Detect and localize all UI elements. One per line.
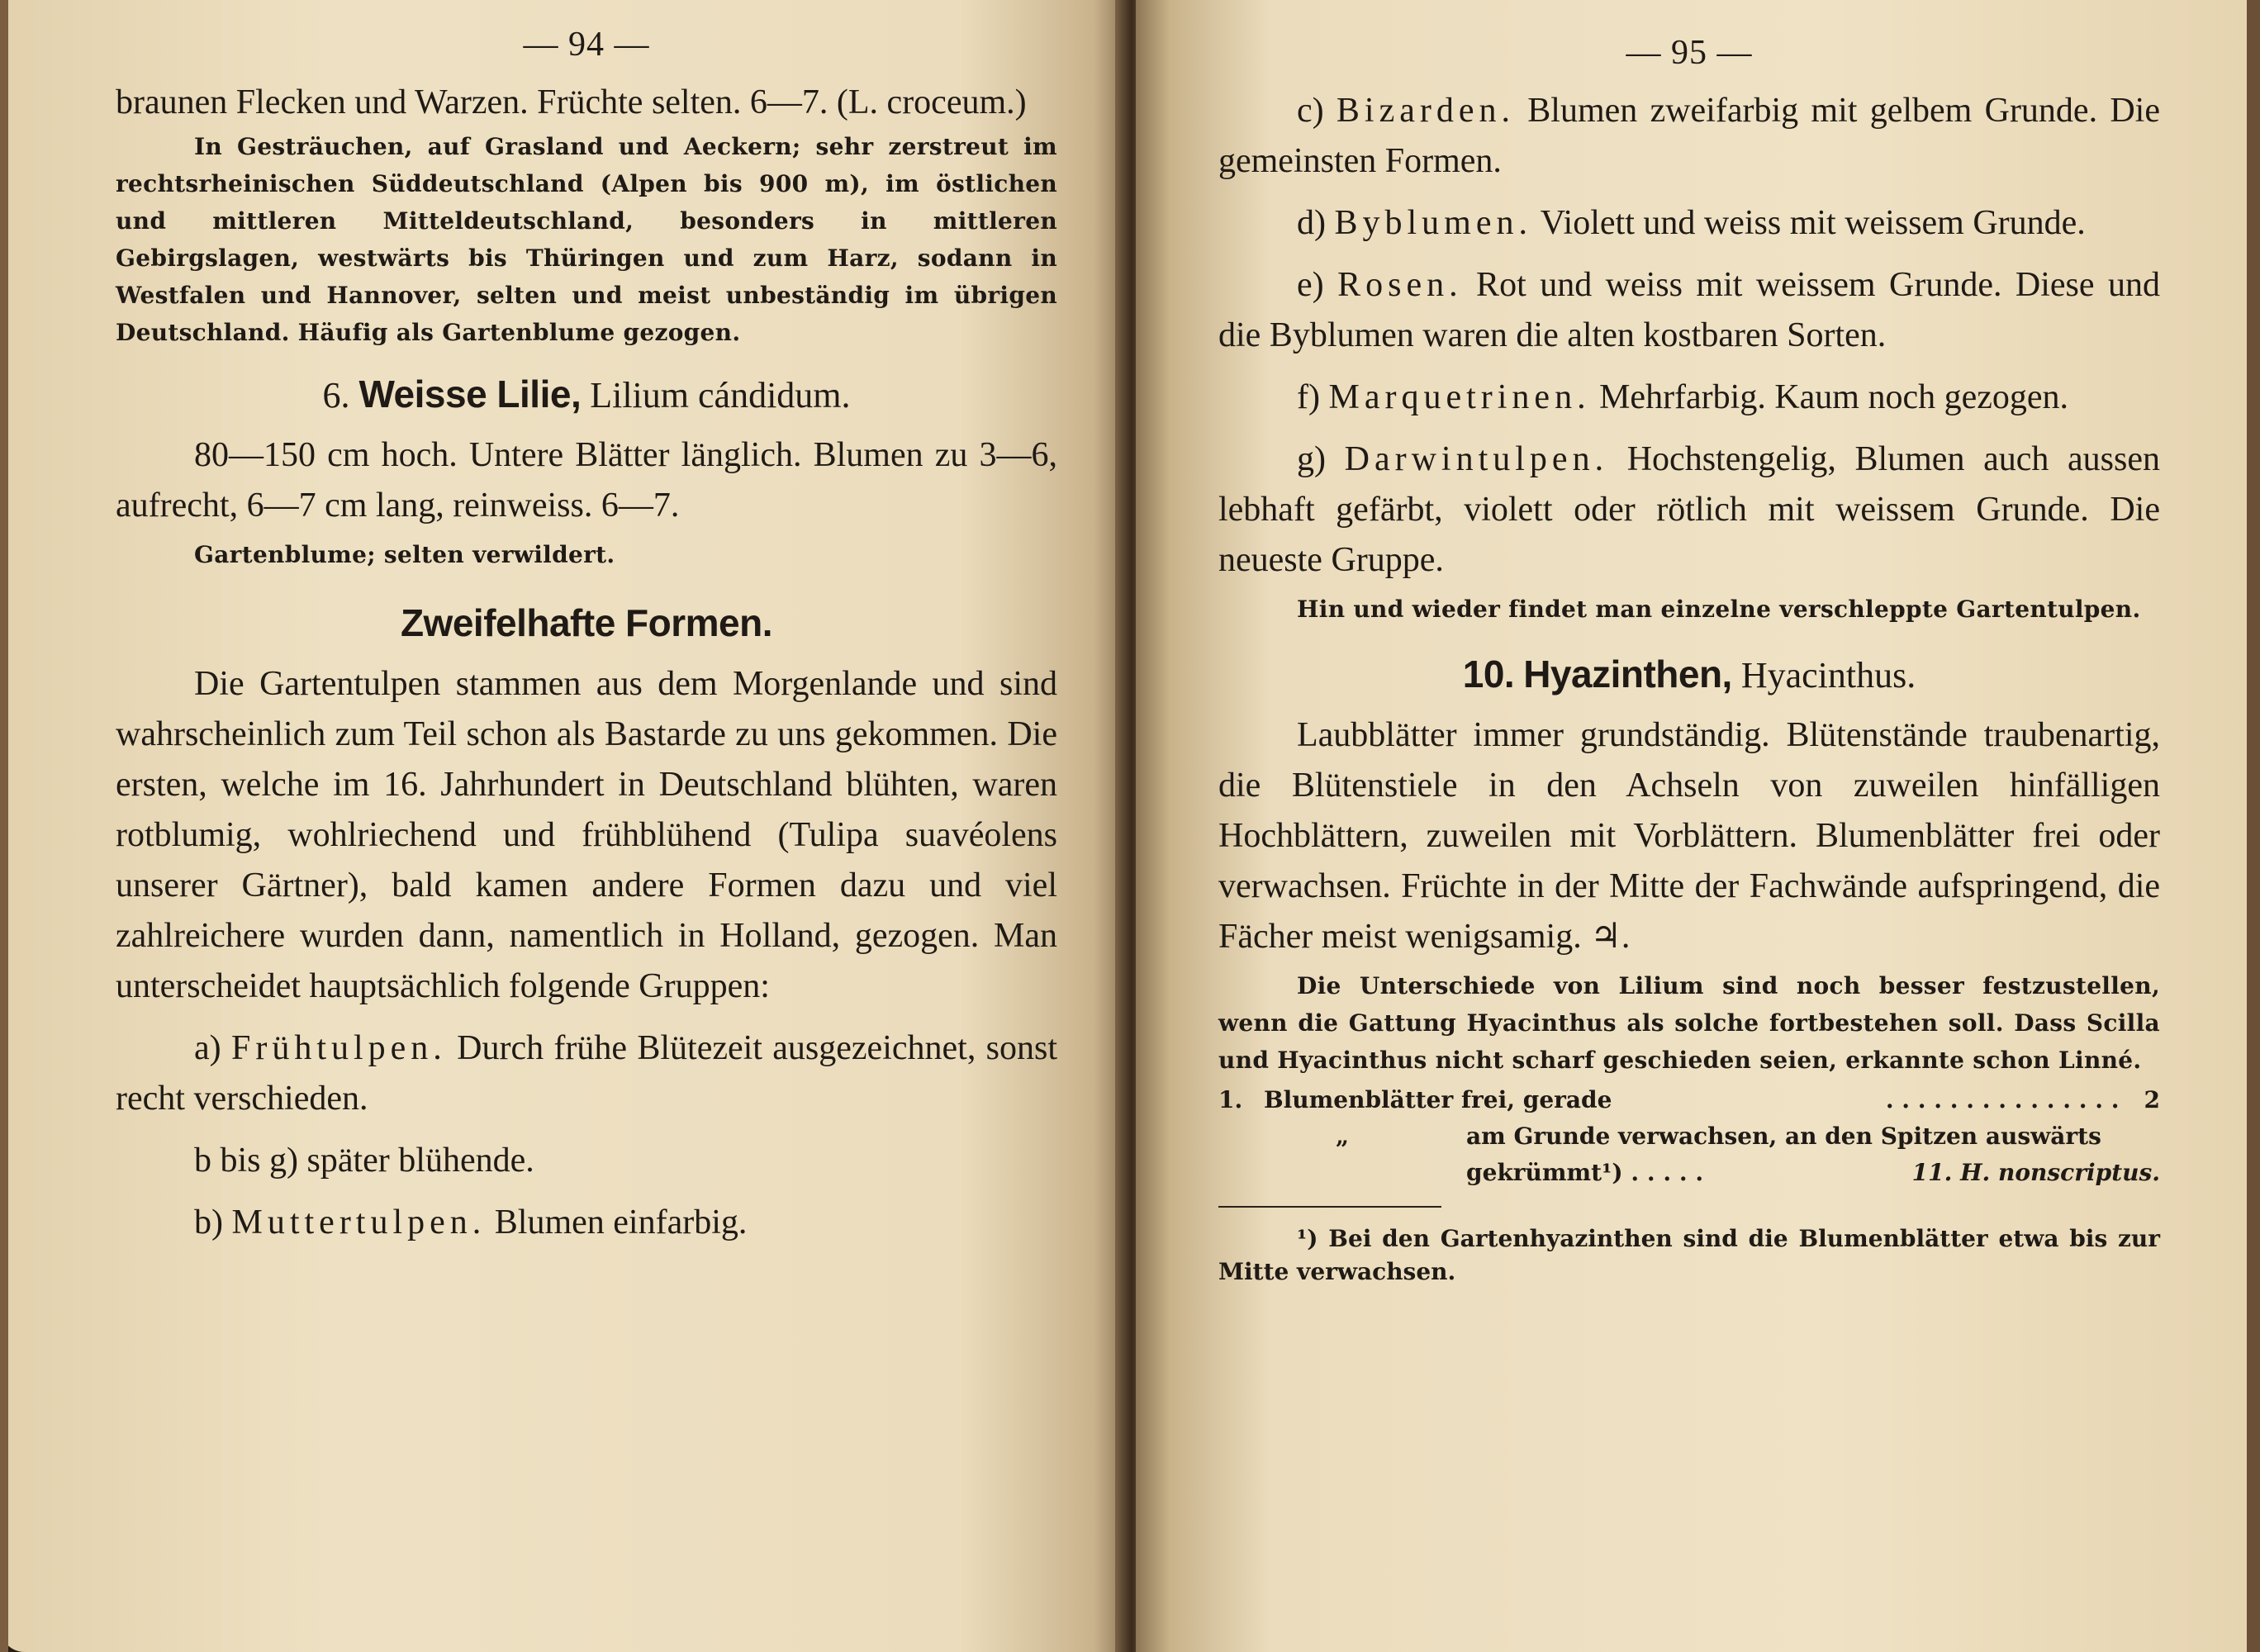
group-d: [1218, 198, 2160, 249]
page-number-left: — 94 —: [523, 26, 650, 64]
section-latin-name: Lilium cándidum.: [590, 375, 851, 415]
key-dots: . . . . .: [1631, 1159, 1704, 1186]
right-page: [1136, 0, 2260, 1652]
group-text: Blumen zweifarbig mit gelbem Grunde. Die gemeinsten Formen.: [1218, 92, 2160, 180]
group-c: [1218, 86, 2160, 187]
section-number: 6.: [322, 375, 350, 415]
group-text: Rot und weiss mit weissem Grunde. Diese und die Byblumen waren die alten kostbaren Sorten.: [1218, 266, 2160, 354]
paragraph-gartentulpen: Die Gartentulpen stammen aus dem Morgenlande und sind wahrscheinlich zum Teil schon als Bastarde zu uns gekommen. Die ersten, welche im 16. Jahrhundert in Deutschland blühten, waren rotblumig, wohlriechend und frühblühend (Tulipa suavéolens unserer Gärtner), bald kamen andere Formen dazu und viel zahlreichere wurden dann, namentlich in Holland, gezogen. Man unterscheidet hauptsächlich folgende Gruppen:: [116, 665, 1057, 1005]
key-row-2: [1218, 1118, 2160, 1191]
genus-description: Laubblätter immer grundständig. Blütenstände traubenartig, die Blütenstiele in den Achseln von zuweilen hinfälligen Hochblättern, zuweilen mit Vorblättern. Blumenblätter frei oder verwachsen. Früchte in der Mitte der Fachwände aufspringend, die Fächer meist wenigsamig. ♃.: [1218, 716, 2160, 956]
section-title: Hyazinthen,: [1523, 653, 1732, 695]
group-b: [116, 1198, 1057, 1248]
section-heading-6: [116, 369, 1057, 420]
group-label: b): [194, 1203, 232, 1241]
section-title: Zweifelhafte Formen.: [400, 601, 773, 644]
group-label: g): [1297, 440, 1345, 478]
key-result: 2: [2144, 1086, 2160, 1113]
group-a: [116, 1023, 1057, 1124]
group-text: Mehrfarbig. Kaum noch gezogen.: [1590, 378, 2069, 416]
species-description: 80—150 cm hoch. Untere Blätter länglich. Blumen zu 3—6, aufrecht, 6—7 cm lang, reinweiss. 6—7.: [116, 436, 1057, 525]
group-g: [1218, 434, 2160, 586]
group-name: Bizarden.: [1336, 92, 1516, 130]
tulip-note: Hin und wieder findet man einzelne verschleppte Gartentulpen.: [1297, 596, 2141, 623]
right-page-edge: [2247, 0, 2260, 1652]
group-name: Muttertulpen.: [231, 1203, 487, 1241]
section-title: Weisse Lilie,: [358, 373, 582, 415]
group-text: Violett und weiss mit weissem Grunde.: [1532, 204, 2086, 242]
page-number-right: — 95 —: [1626, 34, 1753, 72]
section-latin-name: Hyacinthus.: [1740, 655, 1916, 695]
key-text: [1466, 1118, 2160, 1191]
species-note: Gartenblume; selten verwildert.: [194, 541, 615, 568]
left-page-edge: [0, 0, 8, 1652]
habitat-note: In Gesträuchen, auf Grasland und Aeckern; sehr zerstreut im rechtsrheinischen Süddeutschland (Alpen bis 900 m), im östlichen und mittleren Mitteldeutschland, besonders in mittleren Gebirgslagen, westwärts bis Thüringen und zum Harz, sodann in Westfalen und Hannover, selten und meist unbeständig im übrigen Deutschland. Häufig als Gartenblume gezogen.: [116, 133, 1057, 346]
genus-note: Die Unterschiede von Lilium sind noch besser festzustellen, wenn die Gattung Hyacinthus als solche fortbestehen soll. Dass Scilla und Hyacinthus nicht scharf geschieden seien, erkannte schon Linné.: [1218, 972, 2160, 1074]
group-name: Rosen.: [1337, 266, 1463, 304]
footnote-divider: [1218, 1206, 1441, 1208]
group-name: Darwintulpen.: [1344, 440, 1609, 478]
group-label: a): [194, 1029, 231, 1067]
key-number: 1.: [1218, 1086, 1243, 1113]
key-number: „: [1335, 1123, 1350, 1150]
left-page-content: [116, 25, 1057, 1248]
group-b-to-g: b bis g) später blühende.: [194, 1142, 534, 1180]
key-result: 11. H. nonscriptus.: [1911, 1159, 2160, 1186]
section-heading-zweifelhafte: [116, 598, 1057, 649]
key-text: Blumenblätter frei, gerade: [1264, 1086, 1612, 1113]
group-label: e): [1297, 266, 1338, 304]
group-text: Blumen einfarbig.: [486, 1203, 748, 1241]
group-label: f): [1297, 378, 1329, 416]
group-f: [1218, 373, 2160, 423]
group-label: c): [1297, 92, 1337, 130]
group-name: Byblumen.: [1334, 204, 1532, 242]
group-e: [1218, 260, 2160, 361]
group-name: Frühtulpen.: [230, 1029, 447, 1067]
key-text-content: am Grunde verwachsen, an den Spitzen auswärts gekrümmt¹): [1466, 1123, 2101, 1186]
group-name: Marquetrinen.: [1328, 378, 1591, 416]
group-text: Durch frühe Blütezeit ausgezeichnet, sonst recht verschieden.: [116, 1029, 1058, 1118]
group-label: d): [1297, 204, 1335, 242]
section-number: 10.: [1462, 653, 1515, 695]
key-dots: . . . . . . . . . . . . . . .: [1885, 1086, 2120, 1113]
group-text: Hochstengelig, Blumen auch aussen lebhaft gefärbt, violett oder rötlich mit weissem Grunde. Die neueste Gruppe.: [1218, 440, 2160, 579]
right-page-content: [1218, 33, 2160, 1289]
footnote: ¹) Bei den Gartenhyazinthen sind die Blumenblätter etwa bis zur Mitte verwachsen.: [1218, 1225, 2160, 1285]
key-row-1: [1218, 1082, 2160, 1118]
left-page: [0, 0, 1128, 1652]
paragraph-continuation: braunen Flecken und Warzen. Früchte selten. 6—7. (L. croceum.): [116, 83, 1027, 121]
section-heading-10: [1218, 649, 2160, 700]
